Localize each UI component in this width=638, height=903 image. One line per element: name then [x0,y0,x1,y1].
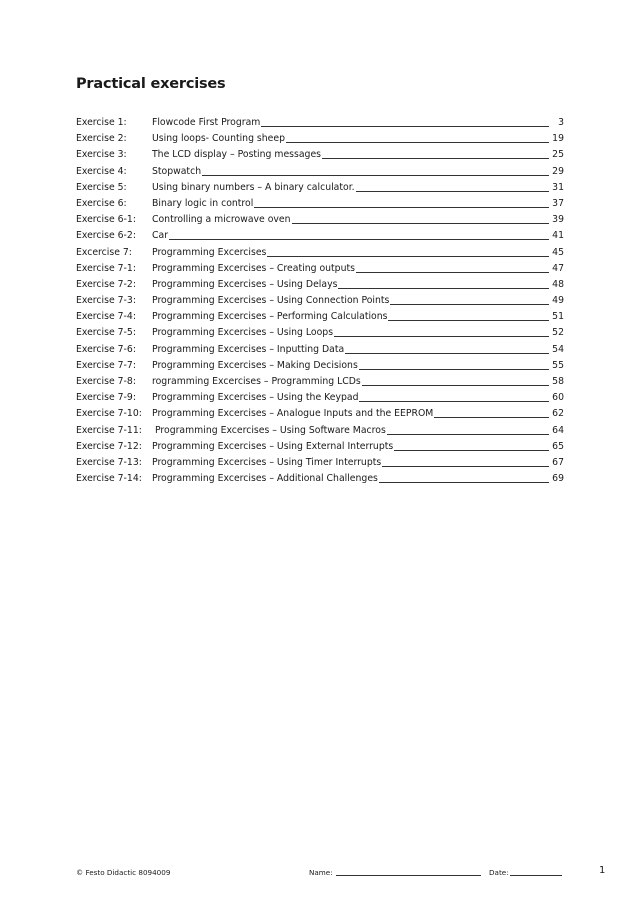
toc-entry [76,180,564,196]
toc-leader-line [359,401,549,402]
toc-entry-number: Excercise 7: [76,246,132,258]
toc-leader-line [387,434,549,435]
toc-entry-title: Programming Excercises – Creating outputs [152,262,355,274]
toc-entry [76,390,564,406]
toc-entry-line [152,228,564,244]
toc-leader-line [382,466,549,467]
toc-entry-page: 51 [552,311,564,323]
toc-entry-title: The LCD display – Posting messages [152,149,322,161]
toc-entry-number: Exercise 4: [76,165,127,177]
toc-entry-line [152,455,564,471]
toc-entry-number: Exercise 7-6: [76,343,136,355]
toc-entry-number: Exercise 7-4: [76,311,136,323]
toc-entry-title: Programming Excercises – Inputting Data [152,343,345,355]
toc-entry-number: Exercise 6: [76,197,127,209]
toc-entry-title: Programming Excercises – Analogue Inputs and the EEPROM [152,408,434,420]
toc-entry [76,147,564,163]
toc-entry-title: Programming Excercises – Using Timer Interrupts [152,456,382,468]
toc-leader-line [359,369,549,370]
toc-entry-page: 60 [552,392,564,404]
toc-entry-title: Programming Excercises – Using Delays [152,278,338,290]
toc-entry [76,309,564,325]
footer-name-field [336,875,481,876]
toc-entry-title: rogramming Excercises – Programming LCDs [152,376,361,387]
toc-entry-title: Programming Excercises – Performing Calculations [152,311,388,323]
toc-entry-page: 65 [552,440,564,452]
toc-entry [76,358,564,374]
toc-leader-line [356,272,549,273]
toc-entry-page: 55 [552,359,564,371]
toc-entry-page: 47 [552,262,564,274]
toc-entry-line [152,471,564,487]
toc-entry-title: Programming Excercises – Using External Interrupts [152,440,394,452]
toc-entry-line [152,115,564,131]
footer-name-label: Name: [309,868,333,877]
toc-entry-number: Exercise 7-9: [76,392,136,404]
toc-entry-line [152,196,564,212]
page-title: Practical exercises [76,76,226,92]
toc-entry-page: 62 [552,408,564,420]
toc-entry [76,293,564,309]
toc-leader-line [261,126,549,127]
toc-entry-line [152,406,564,422]
toc-entry-line [152,212,564,228]
footer-copyright: © Festo Didactic 8094009 [76,868,171,877]
toc-entry-page: 19 [552,133,564,145]
toc-entry-number: Exercise 7-10: [76,408,142,420]
toc-entry-line [152,439,564,455]
toc-entry-number: Exercise 1: [76,117,127,128]
footer-date-label: Date: [489,868,509,877]
toc-entry-title: Programming Excercises – Using the Keypad [152,392,359,404]
toc-leader-line [379,482,549,483]
toc-entry-line [152,277,564,293]
toc-entry-line [152,309,564,325]
toc-entry-number: Exercise 6-2: [76,230,136,242]
toc-entry [76,455,564,471]
toc-entry-number: Exercise 7-7: [76,359,136,371]
toc-leader-line [345,353,549,354]
toc-entry-title: Programming Excercises – Using Connection Points [152,295,390,307]
toc-entry-title: Stopwatch [152,165,202,177]
toc-entry [76,115,564,131]
toc-entry-number: Exercise 2: [76,133,127,145]
toc-entry-number: Exercise 3: [76,149,127,161]
toc-entry-number: Exercise 7-14: [76,473,142,485]
footer-date-field [510,875,562,876]
toc-entry-line [152,293,564,309]
toc-entry [76,325,564,341]
toc-entry-line [152,358,564,374]
toc-entry [76,131,564,147]
toc-entry [76,439,564,455]
toc-leader-line [292,223,549,224]
toc-leader-line [334,336,549,337]
toc-leader-line [390,304,549,305]
toc-leader-line [388,320,549,321]
toc-entry-line [152,342,564,358]
toc-entry [76,423,564,439]
toc-entry-page: 25 [552,149,564,161]
toc-leader-line [394,450,549,451]
toc-entry-title: Programming Excercises – Using Software Macros [152,424,386,436]
toc-leader-line [434,417,549,418]
toc-entry-number: Exercise 7-3: [76,295,136,307]
toc-entry [76,471,564,487]
footer-page-number: 1 [599,865,606,876]
page-footer [0,867,638,879]
toc-entry-page: 29 [552,165,564,177]
toc-entry-number: Exercise 7-1: [76,262,136,274]
toc-entry-page: 58 [552,376,564,387]
toc-entry-title: Programming Excercises – Additional Challenges [152,473,378,485]
toc-leader-line [202,175,549,176]
toc-entry-number: Exercise 7-8: [76,376,136,387]
toc-entry-page: 41 [552,230,564,242]
toc-entry-page: 54 [552,343,564,355]
toc-entry-page: 45 [552,246,564,258]
toc-entry [76,164,564,180]
toc-entry [76,342,564,358]
toc-entry-page: 31 [552,181,564,193]
toc-entry-number: Exercise 7-5: [76,327,136,339]
toc-entry-title: Programming Excercises [152,246,267,258]
toc-entry-number: Exercise 6-1: [76,214,136,226]
toc-entry-page: 49 [552,295,564,307]
toc-entry-page: 48 [552,278,564,290]
toc-entry-title: Using loops- Counting sheep [152,133,286,145]
toc-entry-line [152,131,564,147]
toc-entry [76,228,564,244]
toc-entry-number: Exercise 5: [76,181,127,193]
toc-entry-line [152,423,564,439]
toc-entry-page: 67 [552,456,564,468]
toc-leader-line [254,207,549,208]
toc-leader-line [286,142,549,143]
toc-entry-page: 3 [558,117,564,128]
toc-entry-title: Programming Excercises – Making Decisions [152,359,358,371]
toc-entry [76,374,564,390]
toc-entry-page: 69 [552,473,564,485]
toc-entry-number: Exercise 7-11: [76,424,142,436]
toc-entry [76,261,564,277]
toc-leader-line [169,239,549,240]
toc-entry-page: 52 [552,327,564,339]
toc-entry-line [152,164,564,180]
toc-entry-line [152,245,564,261]
toc-entry-line [152,147,564,163]
toc-leader-line [362,385,549,386]
toc-entry [76,196,564,212]
toc-entry-title: Using binary numbers – A binary calculator. [152,181,355,193]
toc-entry [76,277,564,293]
toc-entry-title: Controlling a microwave oven [152,214,291,226]
toc-entry-page: 39 [552,214,564,226]
table-of-contents [76,115,564,487]
toc-entry-title: Binary logic in control [152,197,254,209]
toc-entry-page: 37 [552,197,564,209]
toc-leader-line [338,288,549,289]
toc-entry-line [152,325,564,341]
toc-entry-line [152,374,564,390]
toc-entry-title: Programming Excercises – Using Loops [152,327,334,339]
toc-entry-line [152,390,564,406]
toc-leader-line [356,191,549,192]
toc-leader-line [322,158,549,159]
toc-entry [76,212,564,228]
toc-entry-number: Exercise 7-2: [76,278,136,290]
toc-entry-title: Car [152,230,169,242]
toc-entry-line [152,180,564,196]
toc-leader-line [267,256,549,257]
toc-entry-page: 64 [552,424,564,436]
toc-entry [76,406,564,422]
toc-entry-number: Exercise 7-12: [76,440,142,452]
toc-entry-line [152,261,564,277]
toc-entry-title: Flowcode First Program [152,117,261,128]
toc-entry-number: Exercise 7-13: [76,456,142,468]
toc-entry [76,245,564,261]
